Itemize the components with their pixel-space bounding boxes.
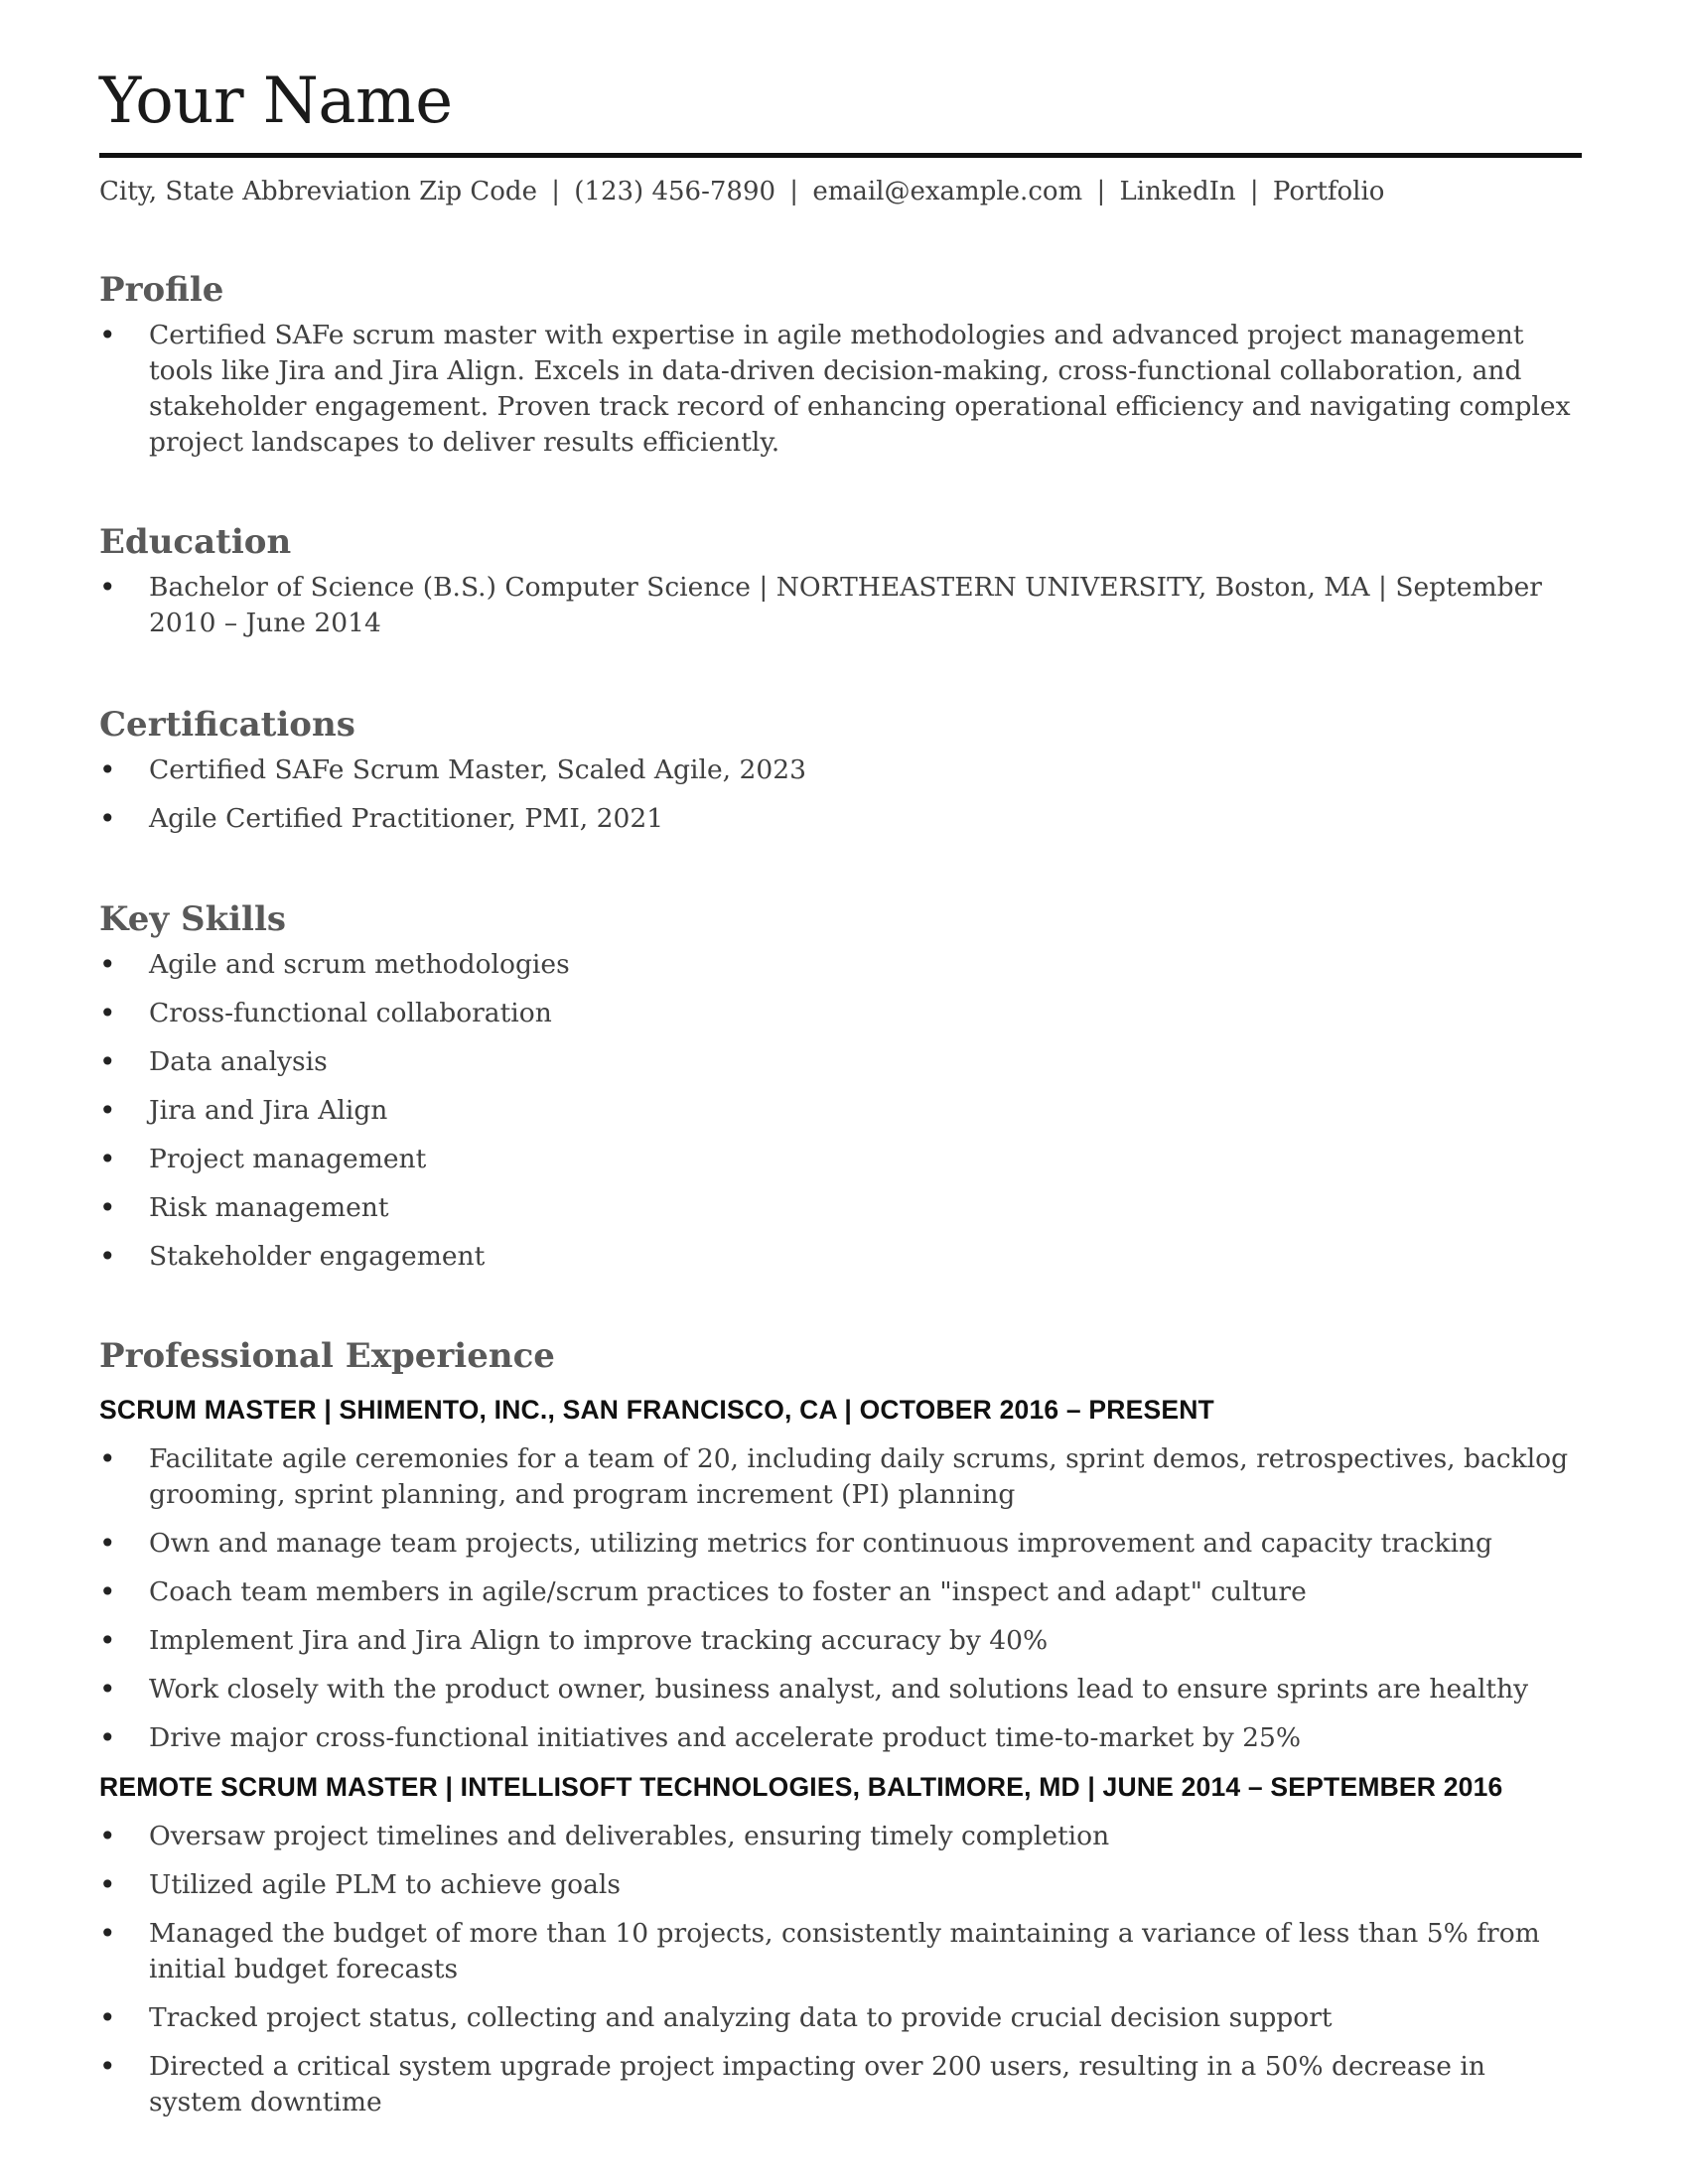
skill-item: • Data analysis — [99, 1044, 1582, 1080]
contact-email[interactable]: email@example.com — [812, 177, 1083, 206]
job-bullets — [99, 1819, 1582, 2120]
contact-line — [99, 174, 1582, 209]
contact-linkedin[interactable]: LinkedIn — [1119, 177, 1236, 206]
job-bullet: • Implement Jira and Jira Align to improve tracking accuracy by 40% — [99, 1623, 1582, 1659]
job-bullet: • Coach team members in agile/scrum practices to foster an "inspect and adapt" culture — [99, 1574, 1582, 1610]
contact-separator: | — [1249, 177, 1259, 206]
skill-item: • Project management — [99, 1142, 1582, 1177]
skill-item: • Risk management — [99, 1190, 1582, 1226]
skills-list — [99, 947, 1582, 1275]
job-bullet: • Oversaw project timelines and deliverables, ensuring timely completion — [99, 1819, 1582, 1854]
job-bullet: • Drive major cross-functional initiatives and accelerate product time-to-market by 25% — [99, 1720, 1582, 1756]
contact-portfolio[interactable]: Portfolio — [1272, 177, 1385, 206]
skills-heading: Key Skills — [99, 899, 287, 939]
job-bullet: • Facilitate agile ceremonies for a team of 20, including daily scrums, sprint demos, retrospectives, backlog grooming, sprint planning, and program increment (PI) planning — [99, 1441, 1582, 1513]
profile-item: • Certified SAFe scrum master with expertise in agile methodologies and advanced project management tools like Jira and Jira Align. Excels in data-driven decision-making, cross-functional collaboration, and stakeholder engagement. Proven track record of enhancing operational efficiency and navigating complex project landscapes to deliver results efficiently. — [99, 318, 1582, 461]
skill-item: • Cross-functional collaboration — [99, 996, 1582, 1031]
profile-heading: Profile — [99, 270, 224, 310]
certifications-list — [99, 752, 1582, 837]
contact-phone: (123) 456-7890 — [574, 177, 776, 206]
job-bullet: • Work closely with the product owner, business analyst, and solutions lead to ensure sprints are healthy — [99, 1672, 1582, 1707]
certification-item: • Certified SAFe Scrum Master, Scaled Agile, 2023 — [99, 752, 1582, 788]
job-bullet: • Directed a critical system upgrade project impacting over 200 users, resulting in a 50% decrease in system downtime — [99, 2049, 1582, 2120]
contact-separator: | — [1096, 177, 1106, 206]
job-bullet: • Managed the budget of more than 10 projects, consistently maintaining a variance of less than 5% from initial budget forecasts — [99, 1916, 1582, 1987]
skill-item: • Jira and Jira Align — [99, 1093, 1582, 1129]
skill-item: • Agile and scrum methodologies — [99, 947, 1582, 983]
job-heading: REMOTE SCRUM MASTER | INTELLISOFT TECHNOLOGIES, BALTIMORE, MD | JUNE 2014 – SEPTEMBER 2016 — [99, 1772, 1503, 1802]
job-entry — [99, 1769, 1582, 2120]
profile-list — [99, 318, 1582, 461]
experience-section — [99, 1334, 1582, 2133]
resume-page — [99, 62, 1582, 2117]
education-section — [99, 520, 1582, 654]
contact-separator: | — [551, 177, 560, 206]
certifications-heading: Certifications — [99, 705, 355, 745]
contact-location: City, State Abbreviation Zip Code — [99, 177, 537, 206]
job-heading: SCRUM MASTER | SHIMENTO, INC., SAN FRANCISCO, CA | OCTOBER 2016 – PRESENT — [99, 1395, 1214, 1425]
education-item: • Bachelor of Science (B.S.) Computer Science | NORTHEASTERN UNIVERSITY, Boston, MA | September 2010 – June 2014 — [99, 570, 1582, 641]
education-list — [99, 570, 1582, 641]
experience-heading: Professional Experience — [99, 1336, 555, 1376]
job-bullets — [99, 1441, 1582, 1756]
certification-item: • Agile Certified Practitioner, PMI, 2021 — [99, 801, 1582, 837]
job-bullet: • Utilized agile PLM to achieve goals — [99, 1867, 1582, 1903]
certifications-section — [99, 703, 1582, 850]
header-divider — [99, 153, 1582, 158]
job-bullet: • Tracked project status, collecting and analyzing data to provide crucial decision support — [99, 2000, 1582, 2036]
contact-separator: | — [789, 177, 799, 206]
education-heading: Education — [99, 522, 292, 562]
skill-item: • Stakeholder engagement — [99, 1239, 1582, 1275]
job-entry — [99, 1392, 1582, 1756]
resume-name: Your Name — [99, 65, 453, 138]
profile-section — [99, 268, 1582, 474]
job-bullet: • Own and manage team projects, utilizing metrics for continuous improvement and capacity tracking — [99, 1526, 1582, 1562]
skills-section — [99, 897, 1582, 1288]
